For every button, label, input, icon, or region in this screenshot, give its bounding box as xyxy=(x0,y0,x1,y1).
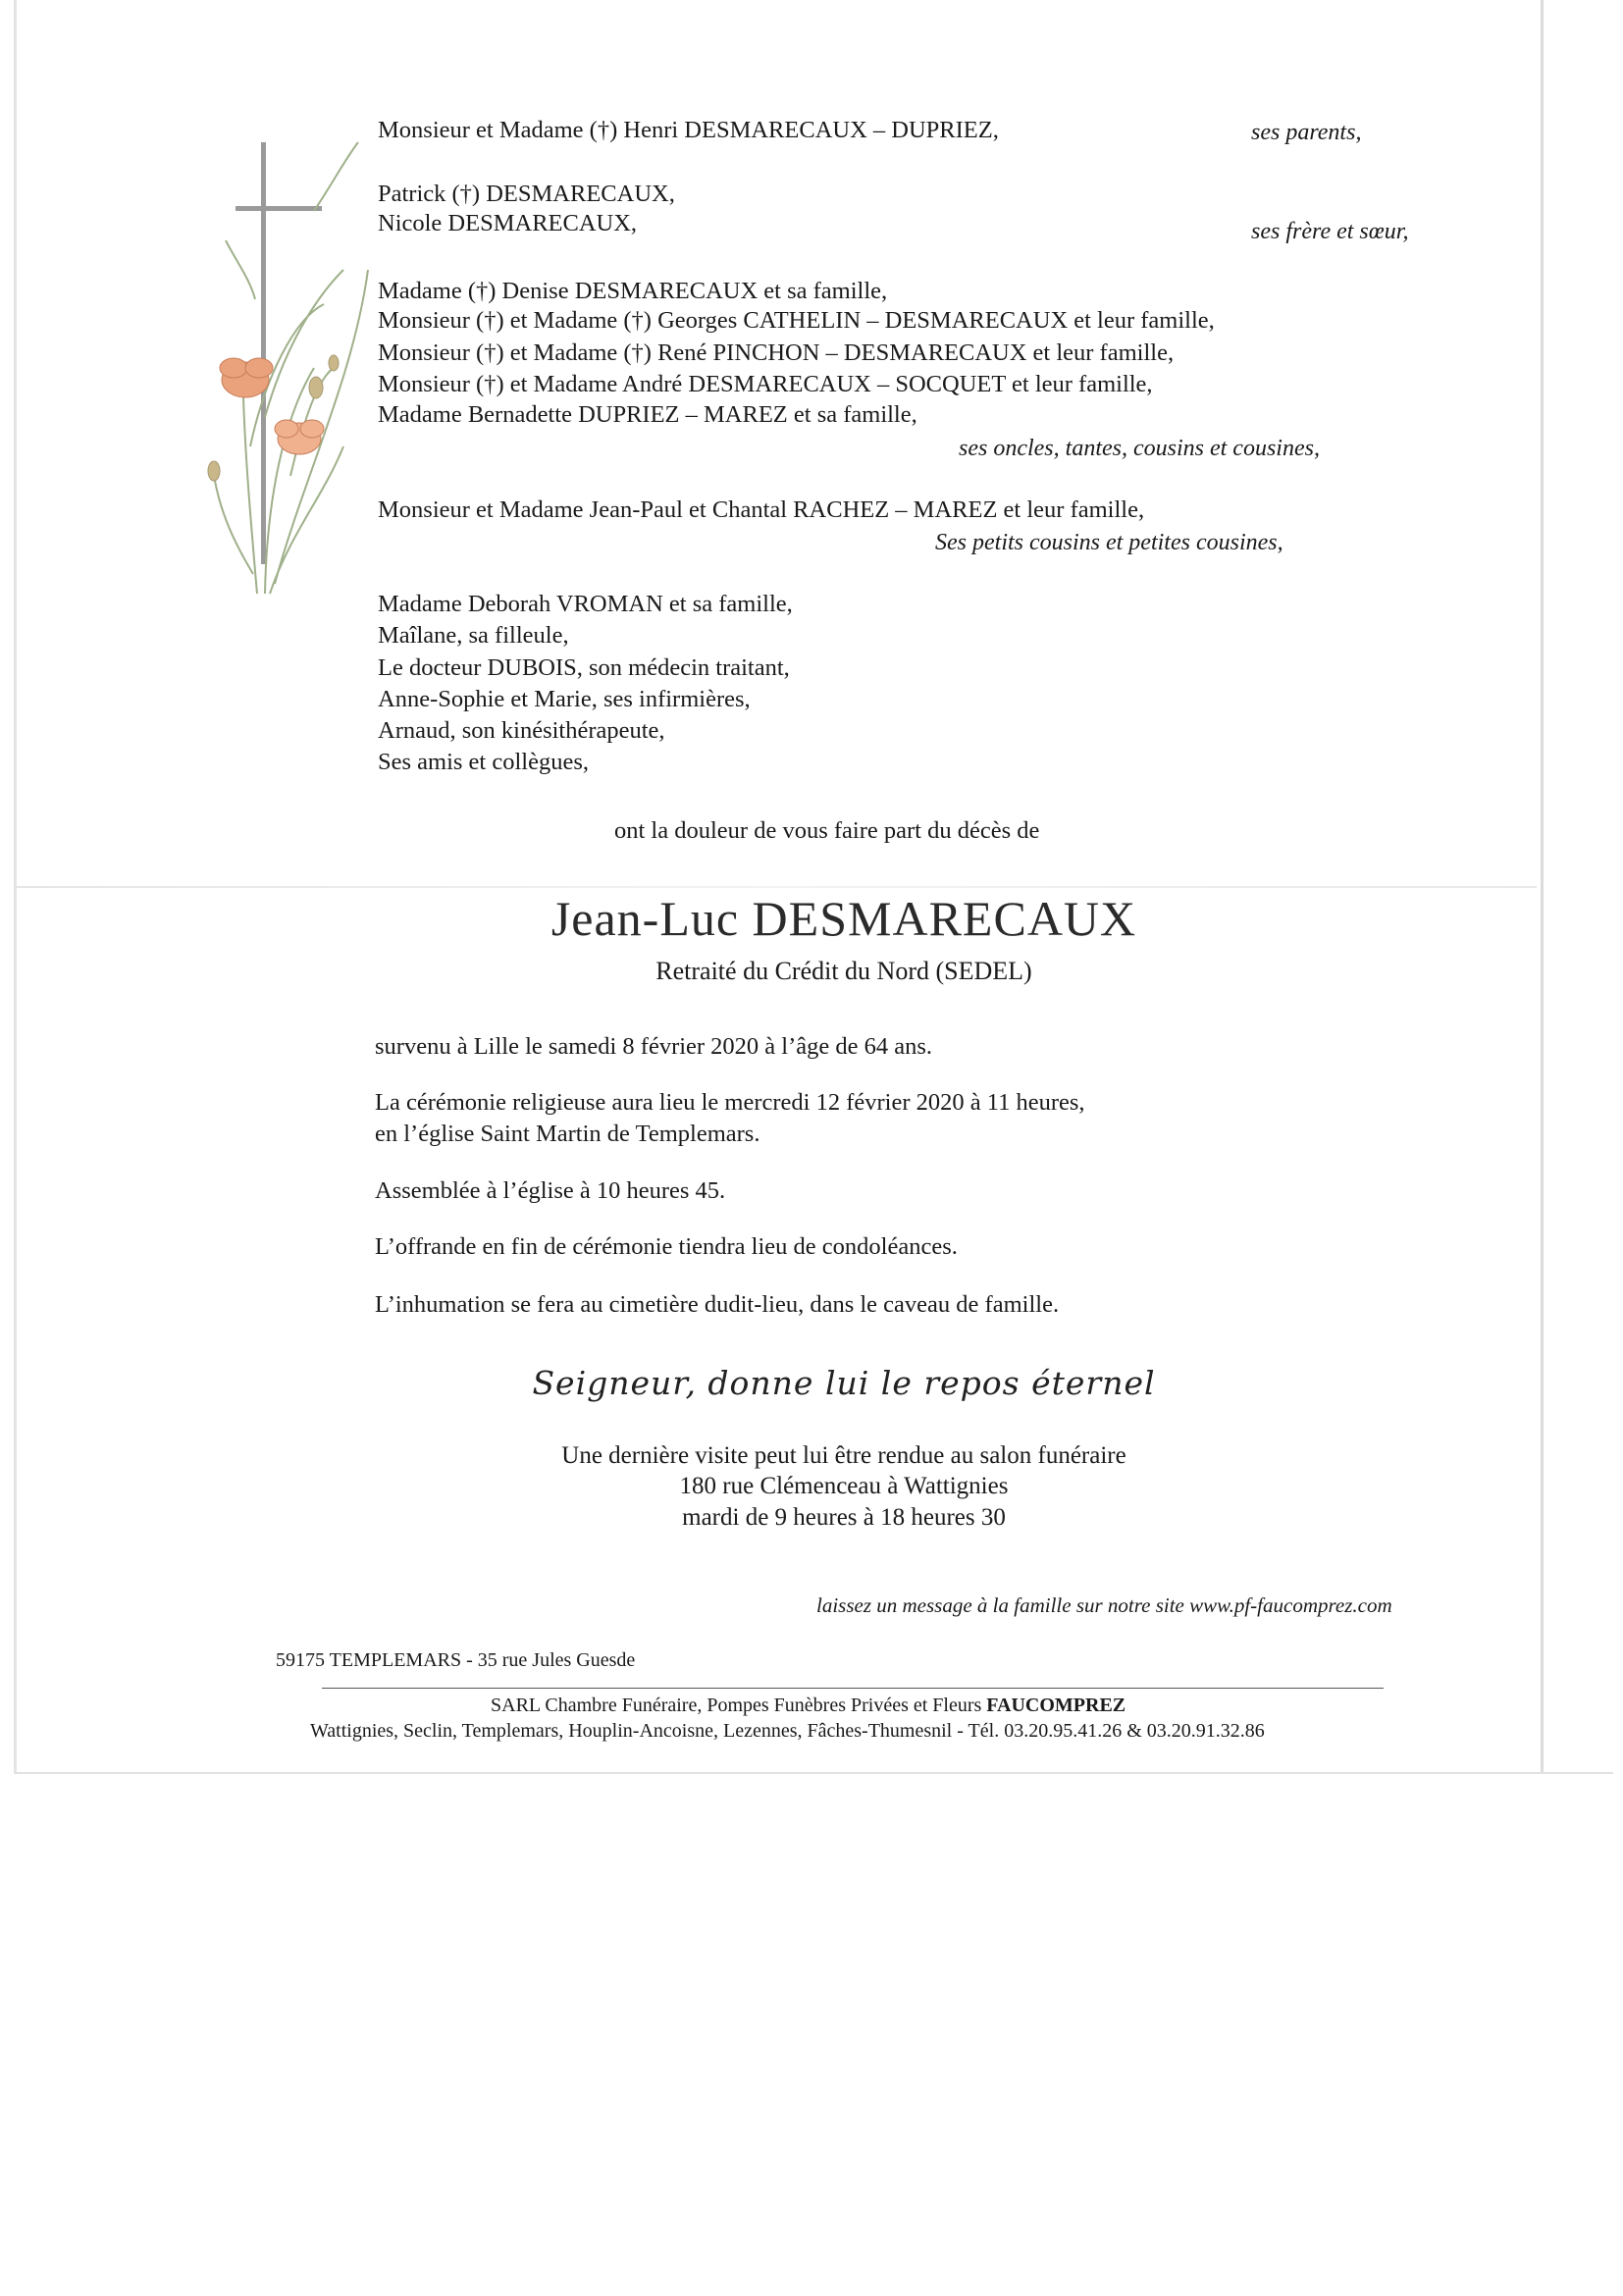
cross-with-poppies-illustration xyxy=(196,123,383,643)
friend-line-nurses: Anne-Sophie et Marie, ses infirmières, xyxy=(378,686,751,712)
friend-line-vroman: Madame Deborah VROMAN et sa famille, xyxy=(378,591,793,617)
visit-line-3: mardi de 9 heures à 18 heures 30 xyxy=(682,1504,1006,1531)
family-line-socquet: Monsieur (†) et Madame André DESMARECAUX – SOCQUET et leur famille, xyxy=(378,371,1153,397)
deceased-name: Jean-Luc DESMARECAUX xyxy=(550,891,1137,946)
friend-line-friends: Ses amis et collègues, xyxy=(378,749,590,775)
fold-line xyxy=(16,886,1537,888)
detail-assembly: Assemblée à l’église à 10 heures 45. xyxy=(375,1177,726,1204)
prayer-text: Seigneur, donne lui le repos éternel xyxy=(532,1364,1156,1402)
announcement-text: ont la douleur de vous faire part du décès de xyxy=(614,817,1040,844)
family-line-dupriez: Madame Bernadette DUPRIEZ – MAREZ et sa famille, xyxy=(378,401,917,428)
paper-edge-right xyxy=(1541,0,1544,1774)
family-line-pinchon: Monsieur (†) et Madame (†) René PINCHON – DESMARECAUX et leur famille, xyxy=(378,339,1175,366)
company-address: 59175 TEMPLEMARS - 35 rue Jules Guesde xyxy=(276,1649,636,1671)
company-description: SARL Chambre Funéraire, Pompes Funèbres Privées et Fleurs xyxy=(491,1695,987,1716)
company-locations-phones: Wattignies, Seclin, Templemars, Houplin-Ancoisne, Lezennes, Fâches-Thumesnil - Tél. 03.20.95.41.26 & 03.20.91.32.86 xyxy=(310,1720,1265,1742)
detail-death: survenu à Lille le samedi 8 février 2020 à l’âge de 64 ans. xyxy=(375,1033,933,1060)
family-line-sister: Nicole DESMARECAUX, xyxy=(378,210,638,236)
friend-line-doctor: Le docteur DUBOIS, son médecin traitant, xyxy=(378,654,790,681)
relation-uncles: ses oncles, tantes, cousins et cousines, xyxy=(959,436,1320,461)
friend-line-goddaughter: Maîlane, sa filleule, xyxy=(378,622,569,649)
relation-cousins: Ses petits cousins et petites cousines, xyxy=(935,530,1283,555)
friend-line-physio: Arnaud, son kinésithérapeute, xyxy=(378,717,665,744)
family-line-aunt-denise: Madame (†) Denise DESMARECAUX et sa famille, xyxy=(378,278,888,304)
detail-offering: L’offrande en fin de cérémonie tiendra lieu de condoléances. xyxy=(375,1233,958,1260)
relation-parents: ses parents, xyxy=(1251,120,1362,145)
company-name: FAUCOMPREZ xyxy=(986,1695,1126,1716)
relation-siblings: ses frère et sœur, xyxy=(1251,219,1409,244)
family-line-brother: Patrick (†) DESMARECAUX, xyxy=(378,181,675,207)
paper-edge-bottom xyxy=(14,1772,1613,1774)
website-message-link[interactable]: laissez un message à la famille sur notre site www.pf-faucomprez.com xyxy=(816,1593,1392,1617)
company-line xyxy=(491,1694,1126,1718)
family-line-rachez: Monsieur et Madame Jean-Paul et Chantal RACHEZ – MAREZ et leur famille, xyxy=(378,496,1145,523)
detail-burial: L’inhumation se fera au cimetière dudit-lieu, dans le caveau de famille. xyxy=(375,1291,1060,1318)
visit-line-1: Une dernière visite peut lui être rendue au salon funéraire xyxy=(561,1442,1126,1469)
deceased-title: Retraité du Crédit du Nord (SEDEL) xyxy=(655,957,1032,985)
family-line-cathelin: Monsieur (†) et Madame (†) Georges CATHELIN – DESMARECAUX et leur famille, xyxy=(378,307,1215,334)
cross-icon xyxy=(236,142,322,564)
detail-ceremony: La cérémonie religieuse aura lieu le mercredi 12 février 2020 à 11 heures, xyxy=(375,1089,1085,1116)
footer-divider xyxy=(322,1688,1384,1689)
family-line-parents: Monsieur et Madame (†) Henri DESMARECAUX – DUPRIEZ, xyxy=(378,117,999,143)
detail-church: en l’église Saint Martin de Templemars. xyxy=(375,1121,760,1147)
visit-line-2: 180 rue Clémenceau à Wattignies xyxy=(679,1473,1009,1499)
